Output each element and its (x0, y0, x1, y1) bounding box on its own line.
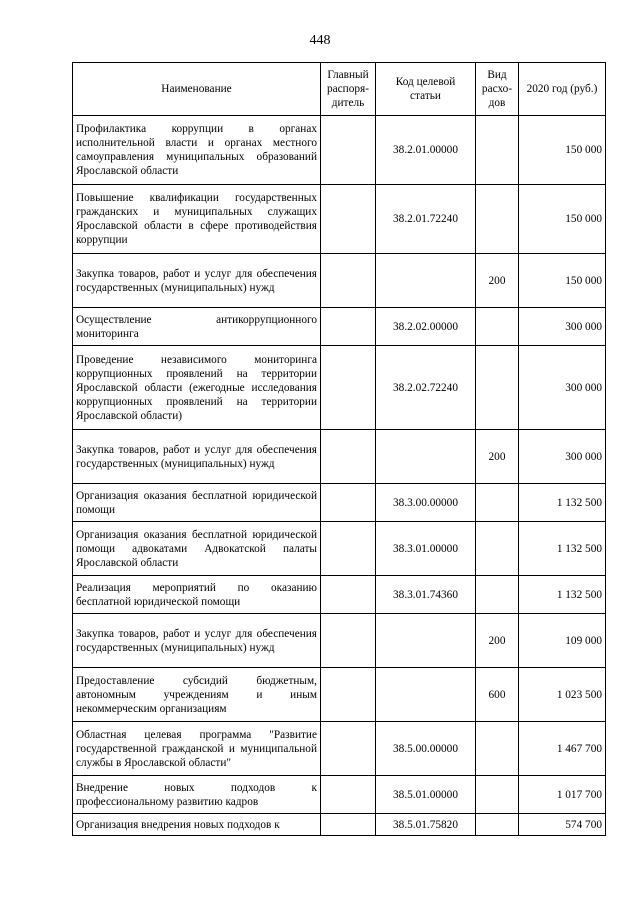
row-main-manager (321, 116, 376, 185)
row-name: Реализация мероприятий по оказанию бесплатной юридической помощи (73, 576, 321, 614)
row-target-code: 38.5.01.00000 (376, 776, 476, 814)
row-expense-kind (476, 722, 519, 776)
row-main-manager (321, 576, 376, 614)
row-amount: 109 000 (519, 614, 606, 668)
row-amount: 1 132 500 (519, 522, 606, 576)
table-header-row (73, 63, 606, 116)
table-row (73, 668, 606, 722)
row-expense-kind (476, 116, 519, 185)
row-amount: 1 023 500 (519, 668, 606, 722)
row-amount: 1 132 500 (519, 576, 606, 614)
row-expense-kind (476, 776, 519, 814)
row-expense-kind (476, 814, 519, 836)
row-name: Предоставление субсидий бюджетным, автономным учреждениям и иным некоммерческим организациям (73, 668, 321, 722)
row-target-code (376, 254, 476, 308)
row-amount: 574 700 (519, 814, 606, 836)
row-main-manager (321, 776, 376, 814)
table-row (73, 116, 606, 185)
header-name: Наименование (73, 63, 321, 116)
table-row (73, 346, 606, 430)
table-row (73, 308, 606, 346)
row-main-manager (321, 430, 376, 484)
row-target-code (376, 430, 476, 484)
row-amount: 1 467 700 (519, 722, 606, 776)
header-amount: 2020 год (руб.) (519, 63, 606, 116)
row-name: Закупка товаров, работ и услуг для обеспечения государственных (муниципальных) нужд (73, 614, 321, 668)
row-amount: 150 000 (519, 116, 606, 185)
table-row (73, 614, 606, 668)
row-target-code: 38.3.01.74360 (376, 576, 476, 614)
header-expense-kind: Вид расхо-дов (476, 63, 519, 116)
row-expense-kind: 200 (476, 614, 519, 668)
row-amount: 300 000 (519, 308, 606, 346)
budget-table (72, 62, 606, 836)
row-name: Организация оказания бесплатной юридической помощи (73, 484, 321, 522)
row-target-code: 38.2.01.00000 (376, 116, 476, 185)
row-target-code (376, 614, 476, 668)
row-target-code: 38.5.01.75820 (376, 814, 476, 836)
table-row (73, 776, 606, 814)
table-row (73, 185, 606, 254)
row-main-manager (321, 522, 376, 576)
row-amount: 300 000 (519, 346, 606, 430)
row-target-code: 38.2.02.72240 (376, 346, 476, 430)
table-row (73, 484, 606, 522)
row-name: Проведение независимого мониторинга коррупционных проявлений на территории Ярославской области (ежегодные исследования коррупционных проявлений на территории Ярославской области) (73, 346, 321, 430)
row-expense-kind: 600 (476, 668, 519, 722)
table-row (73, 814, 606, 836)
table-row (73, 722, 606, 776)
row-target-code: 38.5.00.00000 (376, 722, 476, 776)
row-name: Закупка товаров, работ и услуг для обеспечения государственных (муниципальных) нужд (73, 430, 321, 484)
row-main-manager (321, 254, 376, 308)
row-expense-kind: 200 (476, 254, 519, 308)
table-row (73, 522, 606, 576)
header-main-manager: Главный распоря-дитель (321, 63, 376, 116)
row-main-manager (321, 814, 376, 836)
row-expense-kind (476, 185, 519, 254)
table-row (73, 576, 606, 614)
row-target-code: 38.3.00.00000 (376, 484, 476, 522)
row-main-manager (321, 185, 376, 254)
row-name: Организация оказания бесплатной юридической помощи адвокатами Адвокатской палаты Ярославской области (73, 522, 321, 576)
row-name: Закупка товаров, работ и услуг для обеспечения государственных (муниципальных) нужд (73, 254, 321, 308)
row-name: Организация внедрения новых подходов к (73, 814, 321, 836)
row-expense-kind (476, 308, 519, 346)
row-target-code: 38.2.01.72240 (376, 185, 476, 254)
table-row (73, 254, 606, 308)
row-expense-kind (476, 522, 519, 576)
page-number: 448 (309, 33, 331, 48)
row-target-code: 38.3.01.00000 (376, 522, 476, 576)
table-row (73, 430, 606, 484)
row-target-code (376, 668, 476, 722)
row-name: Повышение квалификации государственных гражданских и муниципальных служащих Ярославской области в сфере противодействия коррупции (73, 185, 321, 254)
row-name: Областная целевая программа "Развитие государственной гражданской и муниципальной службы в Ярославской области" (73, 722, 321, 776)
row-amount: 1 017 700 (519, 776, 606, 814)
row-amount: 300 000 (519, 430, 606, 484)
row-name: Осуществление антикоррупционного мониторинга (73, 308, 321, 346)
row-main-manager (321, 308, 376, 346)
row-expense-kind (476, 484, 519, 522)
row-main-manager (321, 484, 376, 522)
row-main-manager (321, 668, 376, 722)
row-expense-kind: 200 (476, 430, 519, 484)
header-target-code: Код целевой статьи (376, 63, 476, 116)
row-main-manager (321, 346, 376, 430)
row-target-code: 38.2.02.00000 (376, 308, 476, 346)
row-expense-kind (476, 346, 519, 430)
row-main-manager (321, 722, 376, 776)
row-expense-kind (476, 576, 519, 614)
row-amount: 1 132 500 (519, 484, 606, 522)
row-main-manager (321, 614, 376, 668)
row-name: Профилактика коррупции в органах исполнительной власти и органах местного самоуправления муниципальных образований Ярославской области (73, 116, 321, 185)
row-name: Внедрение новых подходов к профессиональному развитию кадров (73, 776, 321, 814)
row-amount: 150 000 (519, 185, 606, 254)
row-amount: 150 000 (519, 254, 606, 308)
